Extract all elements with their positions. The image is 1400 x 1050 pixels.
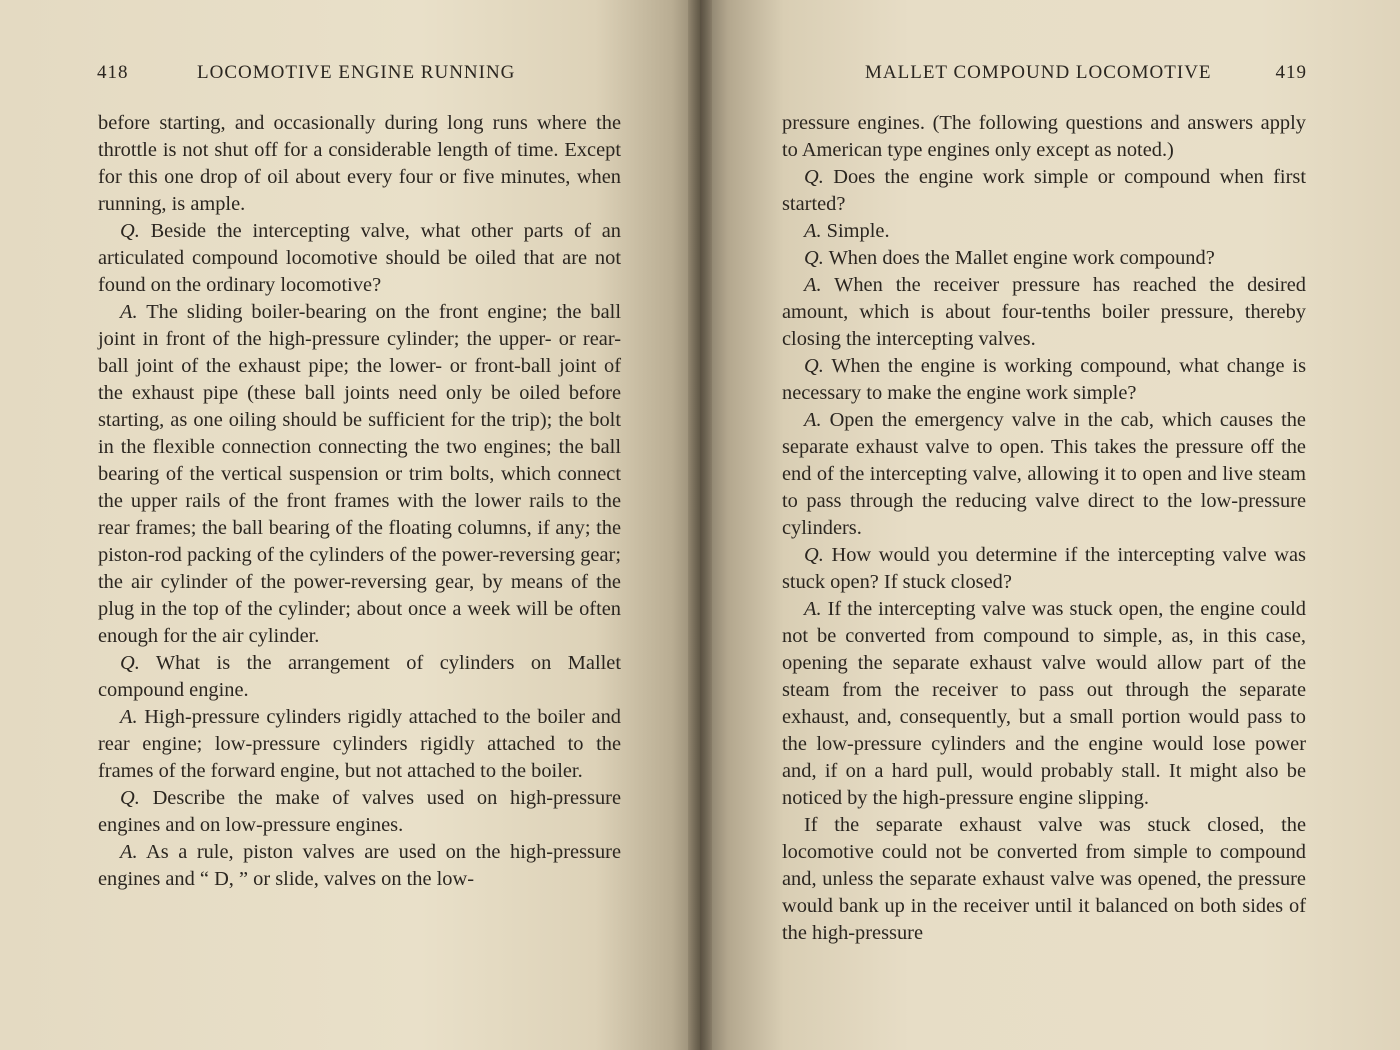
question-paragraph: Q. Does the engine work simple or compound when first started? xyxy=(782,166,1306,215)
question-paragraph: Q. Describe the make of valves used on high-pressure engines and on low-pressure engines. xyxy=(98,787,621,836)
question-paragraph: Q. Beside the intercepting valve, what other parts of an articulated compound locomotive should be oiled that are not found on the ordinary locomotive? xyxy=(98,220,621,296)
question-label: Q. xyxy=(804,544,824,566)
question-label: Q. xyxy=(804,355,824,377)
answer-paragraph: A. Open the emergency valve in the cab, which causes the separate exhaust valve to open. This takes the pressure off the end of the intercepting valve, allowing it to open and live steam to pass through the reducing valve direct to the low-pressure cylinders. xyxy=(782,409,1306,539)
paragraph: before starting, and occasionally during long runs where the throttle is not shut off for a considerable length of time. Except for this one drop of oil about every four or five minutes, when running, is ample. xyxy=(98,112,621,215)
page-number: 419 xyxy=(1275,62,1307,83)
answer-paragraph: A. Simple. xyxy=(804,220,890,242)
question-paragraph: Q. How would you determine if the intercepting valve was stuck open? If stuck closed? xyxy=(782,544,1306,593)
right-page-header xyxy=(783,62,1307,90)
answer-paragraph: A. As a rule, piston valves are used on the high-pressure engines and “ D, ” or slide, valves on the low- xyxy=(98,841,621,890)
answer-paragraph: A. If the intercepting valve was stuck open, the engine could not be converted from compound to simple, as, in this case, opening the separate exhaust valve would allow part of the steam from the receiver to pass out through the separate exhaust, and, consequently, but a small portion would pass to the low-pressure cylinders and the engine would lose power and, if on a hard pull, would probably stall. It might also be noticed by the high-pressure engine slipping. xyxy=(782,598,1306,809)
paragraph: pressure engines. (The following questions and answers apply to American type engines only except as noted.) xyxy=(782,112,1306,161)
page-number: 418 xyxy=(97,62,129,83)
book-gutter xyxy=(688,0,712,1050)
answer-label: A. xyxy=(804,220,822,242)
left-page-body xyxy=(98,110,621,893)
question-label: Q. xyxy=(804,247,824,269)
answer-label: A. xyxy=(804,274,822,296)
answer-paragraph: A. When the receiver pressure has reached the desired amount, which is about four-tenths boiler pressure, thereby closing the intercepting valves. xyxy=(782,274,1306,350)
answer-label: A. xyxy=(120,841,138,863)
answer-label: A. xyxy=(804,598,822,620)
question-paragraph: Q. What is the arrangement of cylinders on Mallet compound engine. xyxy=(98,652,622,701)
answer-label: A. xyxy=(120,301,138,323)
running-head: MALLET COMPOUND LOCOMOTIVE xyxy=(865,62,1212,83)
running-head: LOCOMOTIVE ENGINE RUNNING xyxy=(197,62,516,83)
question-label: Q. xyxy=(804,166,824,188)
answer-paragraph: A. High-pressure cylinders rigidly attached to the boiler and rear engine; low-pressure cylinders rigidly attached to the frames of the forward engine, but not attached to the boiler. xyxy=(98,706,621,782)
right-page-body xyxy=(782,110,1306,947)
question-paragraph: Q. When does the Mallet engine work compound? xyxy=(804,247,1215,269)
right-page xyxy=(700,0,1400,1050)
question-label: Q. xyxy=(120,652,140,674)
answer-label: A. xyxy=(804,409,822,431)
question-paragraph: Q. When the engine is working compound, what change is necessary to make the engine work simple? xyxy=(782,355,1306,404)
question-label: Q. xyxy=(120,787,140,809)
answer-label: A. xyxy=(120,706,138,728)
question-label: Q. xyxy=(120,220,140,242)
answer-paragraph: A. The sliding boiler-bearing on the front engine; the ball joint in front of the high-pressure cylinder; the upper- or rear-ball joint of the exhaust pipe; the lower- or front-ball joint of the exhaust pipe (these ball joints need only be oiled before starting, as one oiling should be sufficient for the trip); the bolt in the flexible connection connecting the two engines; the ball bearing of the vertical suspension or trim bolts, which connect the upper rails of the front frames with the lower rails to the rear frames; the ball bearing of the floating columns, if any; the piston-rod packing of the cylinders of the power-reversing gear; the air cylinder of the power-reversing gear, by means of the plug in the top of the cylinder; about once a week will be often enough for the air cylinder. xyxy=(98,301,621,647)
paragraph: If the separate exhaust valve was stuck closed, the locomotive could not be converted from simple to compound and, unless the separate exhaust valve was opened, the pressure would bank up in the receiver until it balanced on both sides of the high-pressure xyxy=(782,814,1306,944)
left-page-header xyxy=(97,62,622,90)
